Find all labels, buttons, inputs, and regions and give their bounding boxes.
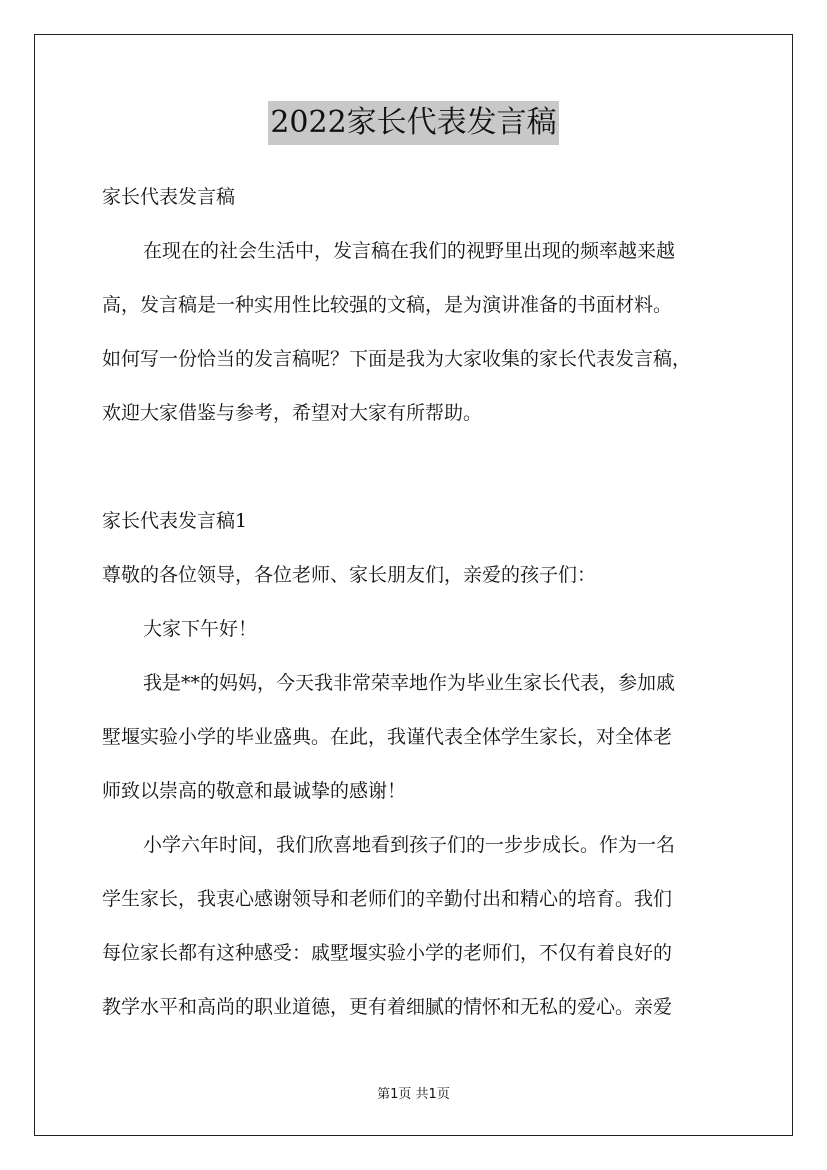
paragraph-line: 尊敬的各位领导，各位老师、家长朋友们，亲爱的孩子们： [102,564,597,586]
paragraph-line: 小学六年时间，我们欣喜地看到孩子们的一步步成长。作为一名 [143,834,676,856]
paragraph-line: 高，发言稿是一种实用性比较强的文稿，是为演讲准备的书面材料。 [102,294,673,316]
paragraph-line: 大家下午好！ [143,618,258,640]
paragraph-line: 教学水平和高尚的职业道德，更有着细腻的情怀和无私的爱心。亲爱 [102,996,673,1018]
paragraph-line: 在现在的社会生活中，发言稿在我们的视野里出现的频率越来越 [143,240,676,262]
title-container [0,101,827,145]
paragraph-line: 学生家长，我衷心感谢领导和老师们的辛勤付出和精心的培育。我们 [102,888,673,910]
paragraph-line: 家长代表发言稿 [102,186,236,208]
document-title: 2022家长代表发言稿 [268,101,558,145]
paragraph-line: 我是**的妈妈，今天我非常荣幸地作为毕业生家长代表，参加戚 [143,672,676,694]
paragraph-line: 每位家长都有这种感受：戚墅堰实验小学的老师们，不仅有着良好的 [102,942,673,964]
blank-line [102,440,742,494]
paragraph-line: 欢迎大家借鉴与参考，希望对大家有所帮助。 [102,402,483,424]
document-body [102,170,742,1034]
paragraph-line: 师致以崇高的敬意和最诚挚的感谢！ [102,780,407,802]
paragraph-line: 如何写一份恰当的发言稿呢？下面是我为大家收集的家长代表发言稿， [102,348,692,370]
page-footer: 第1页 共1页 [377,1087,450,1102]
paragraph-line: 墅堰实验小学的毕业盛典。在此，我谨代表全体学生家长，对全体老 [102,726,673,748]
paragraph-line: 家长代表发言稿1 [102,510,248,532]
